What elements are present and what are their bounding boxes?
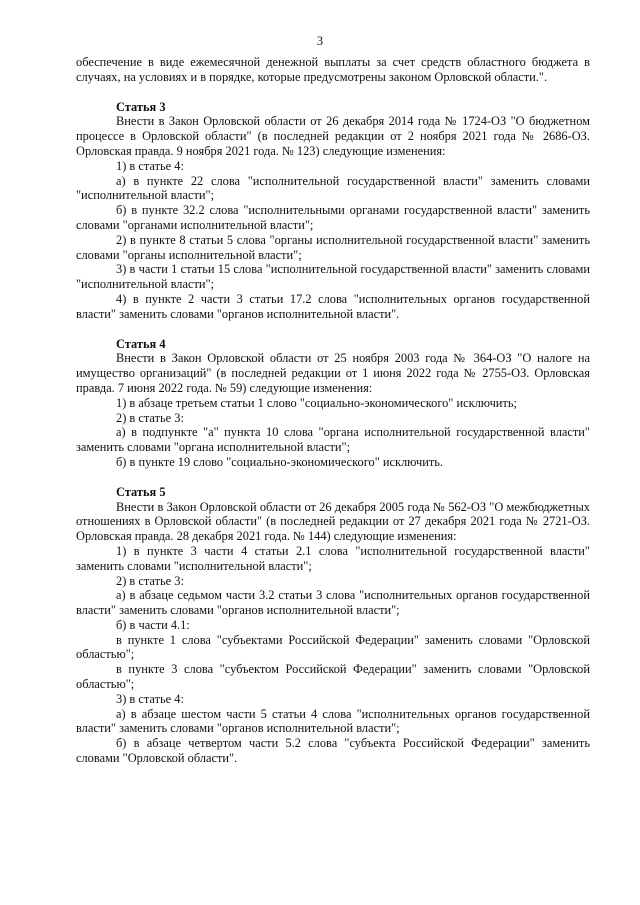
article-5-item: в пункте 3 слова "субъектом Российской Федерации" заменить словами "Орловской областью"; — [76, 662, 590, 692]
article-5-item: 1) в пункте 3 части 4 статьи 2.1 слова "исполнительной государственной власти" заменить словами "исполнительной власти"; — [76, 543, 590, 573]
article-4-item: б) в пункте 19 слово "социально-экономического" исключить. — [116, 454, 443, 469]
article-5-item: б) в части 4.1: — [116, 617, 190, 632]
article-5-heading: Статья 5 — [116, 484, 166, 499]
article-3-item: б) в пункте 32.2 слова "исполнительными органами государственной власти" заменить словами "органами исполнительной власти"; — [76, 203, 590, 232]
document-body — [76, 55, 590, 766]
article-5-item: а) в абзаце шестом части 5 статьи 4 слова "исполнительных органов государственной власти" заменить словами "органов исполнительной власти"; — [76, 706, 590, 736]
article-5-item: б) в абзаце четвертом части 5.2 слова "субъекта Российской Федерации" заменить словами "Орловской области". — [76, 736, 590, 766]
article-4-item: а) в подпункте "а" пункта 10 слова "органа исполнительной государственной власти" заменить словами "органа исполнительной власти"; — [76, 425, 590, 455]
article-3-item: а) в пункте 22 слова "исполнительной государственной власти" заменить словами "исполнительной власти"; — [76, 173, 590, 203]
article-4-heading: Статья 4 — [116, 336, 166, 351]
article-5-item: 3) в статье 4: — [116, 691, 184, 706]
article-4-item: 1) в абзаце третьем статьи 1 слово "социально-экономического" исключить; — [116, 395, 517, 410]
article-3-item: 4) в пункте 2 части 3 статьи 17.2 слова "исполнительных органов государственной власти" заменить словами "органов исполнительной власти". — [76, 291, 590, 321]
article-3-item: 2) в пункте 8 статьи 5 слова "органы исполнительной государственной власти" заменить словами "органы исполнительной власти"; — [76, 232, 590, 262]
article-5-lead: Внести в Закон Орловской области от 26 декабря 2005 года № 562-ОЗ "О межбюджетных отношениях в Орловской области" (в последней редакции от 27 декабря 2021 года № 2721-ОЗ. Орловская правда. 28 декабря 2021 года. № 144) следующие изменения: — [76, 499, 590, 544]
article-3-item: 3) в части 1 статьи 15 слова "исполнительной государственной власти" заменить словами "исполнительной власти"; — [76, 262, 590, 292]
article-5-item: в пункте 1 слова "субъектами Российской Федерации" заменить словами "Орловской областью"; — [76, 632, 590, 662]
article-5-item: а) в абзаце седьмом части 3.2 статьи 3 слова "исполнительных органов государственной власти" заменить словами "органов исполнительной власти"; — [76, 588, 590, 618]
article-4 — [76, 337, 590, 470]
article-5 — [76, 485, 590, 766]
article-3-heading: Статья 3 — [116, 99, 166, 114]
article-3 — [76, 100, 590, 322]
intro-paragraph: обеспечение в виде ежемесячной денежной выплаты за счет средств областного бюджета в случаях, на условиях и в порядке, которые предусмотрены законом Орловской области.". — [76, 55, 590, 84]
page-number: 3 — [316, 34, 324, 48]
article-3-item: 1) в статье 4: — [116, 158, 184, 173]
article-4-lead: Внести в Закон Орловской области от 25 ноября 2003 года № 364-ОЗ "О налоге на имущество организаций" (в последней редакции от 1 июня 2022 года № 2755-ОЗ. Орловская правда. 7 июня 2022 года. № 59) следующие изменения: — [76, 351, 590, 395]
article-5-item: 2) в статье 3: — [116, 573, 184, 588]
article-4-item: 2) в статье 3: — [116, 410, 184, 425]
article-3-lead: Внести в Закон Орловской области от 26 декабря 2014 года № 1724-ОЗ "О бюджетном процессе в Орловской области" (в последней редакции от 2 ноября 2021 года № 2686-ОЗ. Орловская правда. 9 ноября 2021 года. № 123) следующие изменения: — [76, 114, 590, 158]
